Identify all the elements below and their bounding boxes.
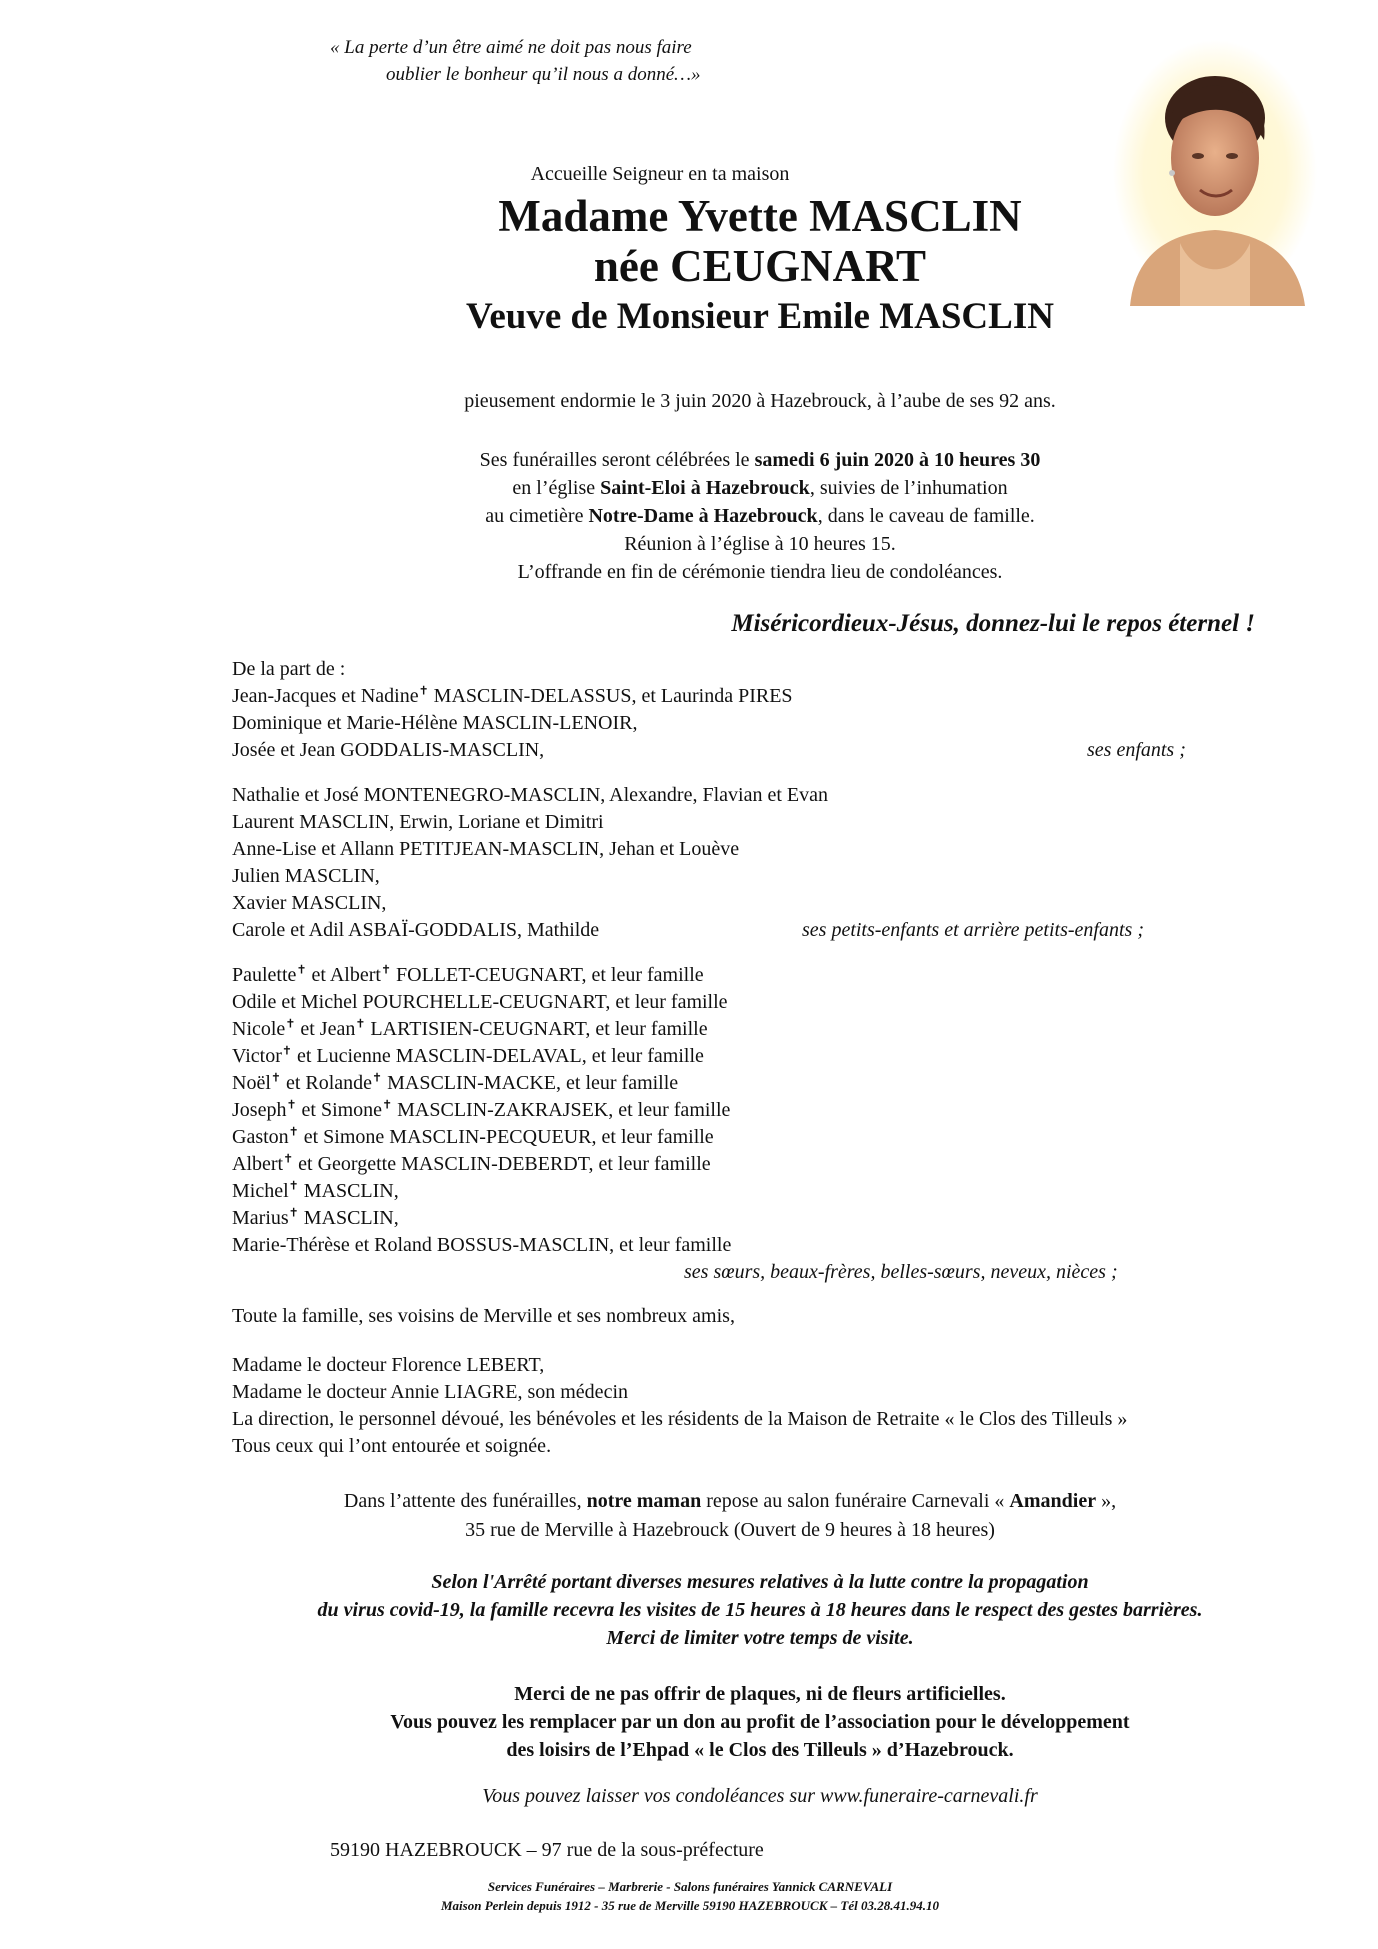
family-line: Nathalie et José MONTENEGRO-MASCLIN, Alexandre, Flavian et Evan (232, 784, 828, 806)
cross-icon: ✝ (286, 1097, 297, 1112)
family-line: Nicole✝ et Jean✝ LARTISIEN-CEUGNART, et leur famille (232, 1016, 708, 1040)
cross-icon: ✝ (418, 683, 429, 698)
cross-icon: ✝ (270, 1070, 281, 1085)
salon-line-2: 35 rue de Merville à Hazebrouck (Ouvert de 9 heures à 18 heures) (465, 1519, 995, 1541)
funeral-text: au cimetière (485, 505, 589, 527)
flowers-line-1: Merci de ne pas offrir de plaques, ni de fleurs artificielles. (514, 1683, 1006, 1705)
family-line: La direction, le personnel dévoué, les bénévoles et les résidents de la Maison de Retraite « le Clos des Tilleuls » (232, 1408, 1128, 1430)
family-line: Joseph✝ et Simone✝ MASCLIN-ZAKRAJSEK, et leur famille (232, 1097, 731, 1121)
flowers-notice (230, 1680, 1290, 1764)
funeral-text: , suivies de l’inhumation (809, 477, 1008, 499)
family-line: Noël✝ et Rolande✝ MASCLIN-MACKE, et leur famille (232, 1070, 679, 1094)
salon-text: », (1096, 1490, 1117, 1512)
flowers-line-2: Vous pouvez les remplacer par un don au profit de l’association pour le développement (390, 1711, 1130, 1733)
family-line: Xavier MASCLIN, (232, 892, 387, 914)
family-line: Michel✝ MASCLIN, (232, 1178, 399, 1202)
cross-icon: ✝ (296, 962, 307, 977)
family-line: Victor✝ et Lucienne MASCLIN-DELAVAL, et leur famille (232, 1043, 704, 1067)
funeral-line-3 (260, 502, 1260, 530)
family-line: Marius✝ MASCLIN, (232, 1205, 399, 1229)
salon-room-name: Amandier (1009, 1490, 1097, 1512)
condolences-website: Vous pouvez laisser vos condoléances sur www.funeraire-carnevali.fr (482, 1785, 1038, 1807)
address: 59190 HAZEBROUCK – 97 rue de la sous-préfecture (330, 1839, 764, 1861)
family-line (232, 917, 1232, 944)
cross-icon: ✝ (283, 1151, 294, 1166)
covid-line-2: du virus covid-19, la famille recevra les visites de 15 heures à 18 heures dans le respect des gestes barrières. (317, 1599, 1203, 1621)
family-line: Jean-Jacques et Nadine✝ MASCLIN-DELASSUS, et Laurinda PIRES (232, 683, 793, 707)
prayer: Miséricordieux-Jésus, donnez-lui le repos éternel ! (731, 610, 1255, 637)
cross-icon: ✝ (285, 1016, 296, 1031)
salon-bold: notre maman (586, 1490, 702, 1512)
family-and-friends: Toute la famille, ses voisins de Merville et ses nombreux amis, (232, 1305, 735, 1327)
cross-icon: ✝ (355, 1016, 366, 1031)
funeral-text: en l’église (512, 477, 601, 499)
cross-icon: ✝ (382, 1097, 393, 1112)
family-line: Anne-Lise et Allann PETITJEAN-MASCLIN, Jehan et Louève (232, 838, 740, 860)
relation-label: ses petits-enfants et arrière petits-enfants ; (802, 919, 1144, 941)
family-line: Marie-Thérèse et Roland BOSSUS-MASCLIN, et leur famille (232, 1234, 732, 1256)
flowers-line-3: des loisirs de l’Ehpad « le Clos des Tilleuls » d’Hazebrouck. (506, 1739, 1014, 1761)
church-name: Saint-Eloi à Hazebrouck (600, 477, 810, 499)
family-line: Gaston✝ et Simone MASCLIN-PECQUEUR, et leur famille (232, 1124, 714, 1148)
footer-line-1: Services Funéraires – Marbrerie - Salons funéraires Yannick CARNEVALI (487, 1879, 893, 1894)
covid-line-1: Selon l'Arrêté portant diverses mesures relatives à la lutte contre la propagation (431, 1571, 1089, 1593)
family-line (232, 1259, 1232, 1286)
cross-icon: ✝ (281, 1043, 292, 1058)
covid-notice (230, 1568, 1290, 1652)
grandchildren-group (232, 782, 1232, 944)
family-line: Tous ceux qui l’ont entourée et soignée. (232, 1435, 552, 1457)
maiden-name: née CEUGNART (593, 241, 927, 291)
widow-of: Veuve de Monsieur Emile MASCLIN (466, 296, 1054, 337)
family-line: Madame le docteur Annie LIAGRE, son médecin (232, 1381, 628, 1403)
funeral-text: Ses funérailles seront célébrées le (479, 449, 755, 471)
children-group (232, 656, 1232, 764)
welcome-line: Accueille Seigneur en ta maison (530, 163, 790, 185)
death-notice: pieusement endormie le 3 juin 2020 à Hazebrouck, à l’aube de ses 92 ans. (464, 390, 1056, 412)
salon-info (230, 1487, 1230, 1545)
quote-line-2: oublier le bonheur qu’il nous a donné…» (386, 64, 701, 85)
family-line: De la part de : (232, 658, 346, 680)
family-line: Laurent MASCLIN, Erwin, Loriane et Dimitri (232, 811, 604, 833)
funeral-line-2 (260, 474, 1260, 502)
family-line: Odile et Michel POURCHELLE-CEUGNART, et leur famille (232, 991, 728, 1013)
cross-icon: ✝ (372, 1070, 383, 1085)
relation-label: ses enfants ; (1087, 739, 1186, 761)
cross-icon: ✝ (380, 962, 391, 977)
funeral-details (260, 446, 1260, 586)
cross-icon: ✝ (288, 1178, 299, 1193)
family-line-text: Josée et Jean GODDALIS-MASCLIN, (232, 739, 545, 761)
footer (330, 1877, 1050, 1915)
epigraph-quote (330, 34, 810, 88)
carers-group (232, 1352, 1232, 1460)
cross-icon: ✝ (288, 1205, 299, 1220)
family-line: Dominique et Marie-Hélène MASCLIN-LENOIR, (232, 712, 638, 734)
funeral-line-1 (260, 446, 1260, 474)
cemetery-name: Notre-Dame à Hazebrouck (588, 505, 818, 527)
family-line: Julien MASCLIN, (232, 865, 380, 887)
funeral-line-4: Réunion à l’église à 10 heures 15. (624, 533, 896, 555)
family-line (232, 737, 1232, 764)
deceased-name: Madame Yvette MASCLIN (498, 191, 1022, 241)
salon-text: repose au salon funéraire Carnevali « (701, 1490, 1010, 1512)
family-line: Paulette✝ et Albert✝ FOLLET-CEUGNART, et leur famille (232, 962, 704, 986)
footer-line-2: Maison Perlein depuis 1912 - 35 rue de Merville 59190 HAZEBROUCK – Tél 03.28.41.94.10 (441, 1898, 939, 1913)
family-line: Madame le docteur Florence LEBERT, (232, 1354, 545, 1376)
covid-line-3: Merci de limiter votre temps de visite. (606, 1627, 914, 1649)
salon-text: Dans l’attente des funérailles, (343, 1490, 587, 1512)
funeral-line-5: L’offrande en fin de cérémonie tiendra lieu de condoléances. (517, 561, 1003, 583)
siblings-group (232, 962, 1232, 1286)
funeral-text: , dans le caveau de famille. (817, 505, 1035, 527)
funeral-date: samedi 6 juin 2020 à 10 heures 30 (754, 449, 1041, 471)
relation-label: ses sœurs, beaux-frères, belles-sœurs, neveux, nièces ; (684, 1261, 1118, 1283)
family-line: Albert✝ et Georgette MASCLIN-DEBERDT, et leur famille (232, 1151, 711, 1175)
quote-line-1: « La perte d’un être aimé ne doit pas nous faire (330, 37, 692, 58)
family-line-text: Carole et Adil ASBAÏ-GODDALIS, Mathilde (232, 919, 600, 941)
cross-icon: ✝ (288, 1124, 299, 1139)
salon-line-1 (230, 1487, 1230, 1516)
